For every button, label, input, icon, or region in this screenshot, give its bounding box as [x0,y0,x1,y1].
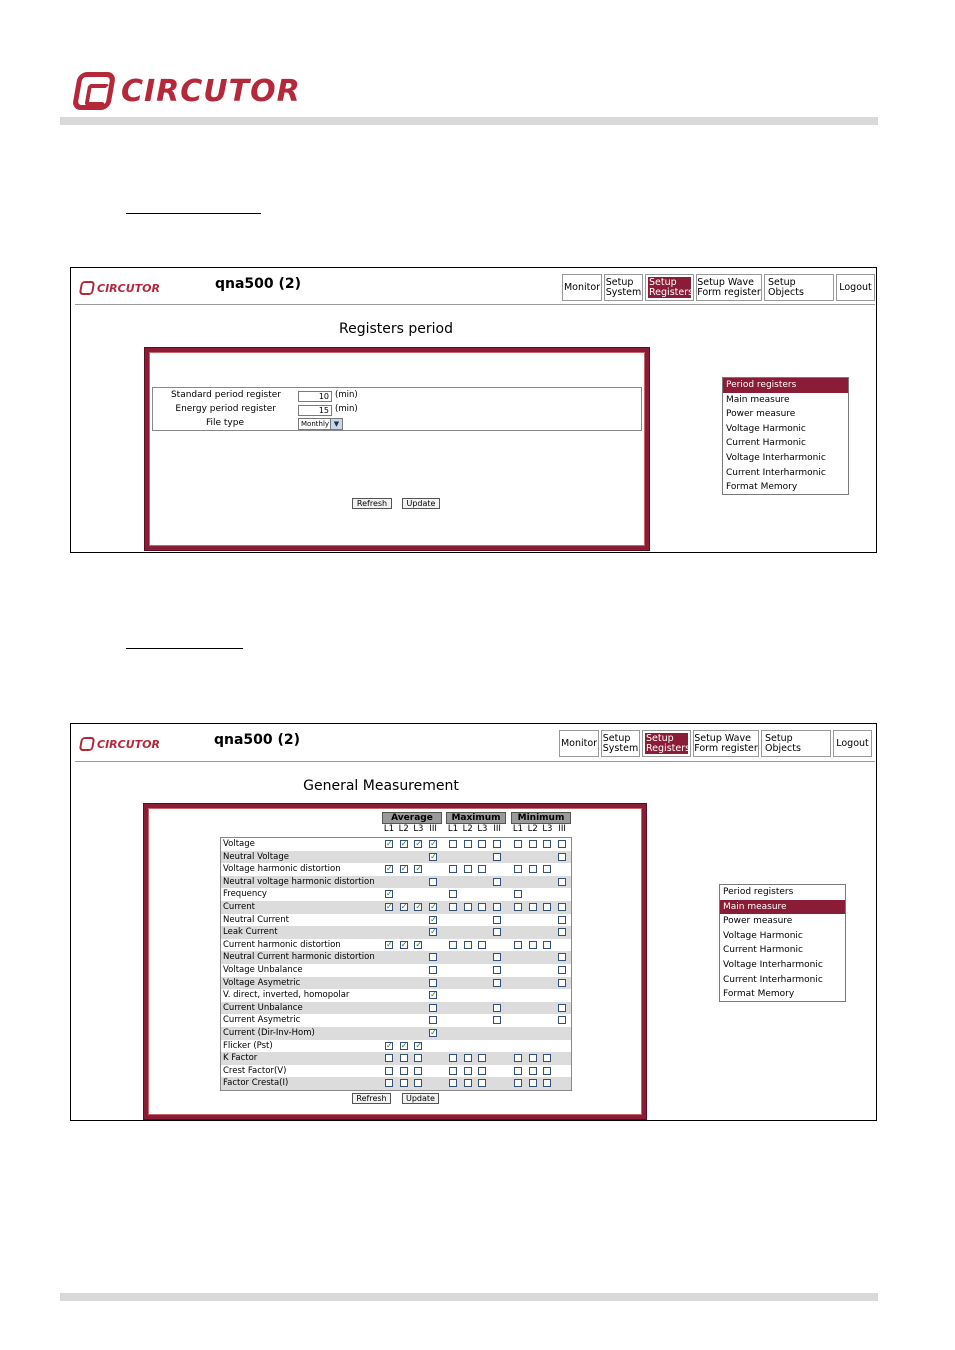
nav-setup-wave-form[interactable]: Setup Wave Form register [693,730,759,757]
refresh-button[interactable]: Refresh [352,1093,391,1104]
row-label: Neutral Current [223,914,289,925]
column-subheader: L1 [447,824,459,834]
checkbox-unchecked[interactable] [464,941,472,949]
unit-label: (min) [335,390,358,400]
checkbox-unchecked[interactable] [558,840,566,848]
menu-item-format-memory[interactable]: Format Memory [726,482,798,493]
checkbox-unchecked[interactable] [478,1067,486,1075]
group-header-maximum: Maximum [446,812,506,824]
nav-setup-registers[interactable]: Setup Registers [642,730,691,757]
checkbox-unchecked[interactable] [429,979,437,987]
menu-item-voltage-interharmonic[interactable]: Voltage Interharmonic [723,959,823,970]
nav-logout[interactable]: Logout [836,274,875,301]
checkbox-unchecked[interactable] [493,1016,501,1024]
column-subheader: L1 [512,824,524,834]
top-divider [60,117,878,125]
checkbox-unchecked[interactable] [478,840,486,848]
checkbox-unchecked[interactable] [478,1079,486,1087]
nav-setup-objects[interactable]: Setup Objects [764,274,834,301]
nav-bar [559,730,872,757]
header-divider [75,304,875,305]
checkbox-unchecked[interactable] [464,865,472,873]
checkbox-unchecked[interactable] [529,840,537,848]
menu-item-power-measure[interactable]: Power measure [723,916,793,927]
checkbox-checked[interactable]: ✓ [386,1040,393,1050]
checkbox-unchecked[interactable] [529,1067,537,1075]
checkbox-checked[interactable]: ✓ [430,851,437,861]
page-title: General Measurement [303,778,459,794]
checkbox-unchecked[interactable] [449,1054,457,1062]
checkbox-unchecked[interactable] [478,903,486,911]
table-row [221,1052,571,1065]
checkbox-checked[interactable]: ✓ [430,1028,437,1037]
section-heading-underline [126,648,243,649]
menu-item-format-memory[interactable]: Format Memory [723,989,795,1000]
measurement-table [220,837,572,1091]
checkbox-checked[interactable]: ✓ [386,889,393,899]
group-header-average: Average [382,812,442,824]
checkbox-unchecked[interactable] [449,903,457,911]
energy-period-input[interactable]: 15 [298,405,332,416]
table-row [221,1065,571,1078]
checkbox-checked[interactable]: ✓ [415,864,423,874]
column-subheader: L2 [527,824,538,834]
checkbox-checked[interactable]: ✓ [400,1040,408,1050]
checkbox-unchecked[interactable] [493,878,501,886]
checkbox-unchecked[interactable] [449,840,457,848]
standard-period-input[interactable]: 10 [298,391,332,402]
row-label: Current harmonic distortion [223,939,341,950]
checkbox-checked[interactable]: ✓ [400,939,408,949]
nav-setup-registers[interactable]: Setup Registers [645,274,694,301]
checkbox-unchecked[interactable] [400,1054,408,1062]
checkbox-unchecked[interactable] [493,966,501,974]
unit-label: (min) [335,404,358,414]
checkbox-unchecked[interactable] [449,941,457,949]
menu-item-voltage-harmonic[interactable]: Voltage Harmonic [726,423,806,434]
checkbox-unchecked[interactable] [478,865,486,873]
checkbox-checked[interactable]: ✓ [386,864,393,874]
checkbox-unchecked[interactable] [558,928,566,936]
checkbox-checked[interactable]: ✓ [386,939,393,949]
row-label: Leak Current [223,927,278,938]
checkbox-checked[interactable]: ✓ [430,902,437,911]
menu-item-current-interharmonic[interactable]: Current Interharmonic [723,974,823,985]
checkbox-checked[interactable]: ✓ [400,902,408,911]
table-row [221,1040,571,1053]
row-label: Neutral Voltage [223,851,289,862]
checkbox-checked[interactable]: ✓ [430,914,437,924]
file-type-select[interactable] [298,418,343,430]
column-subheader: III [429,824,437,834]
checkbox-checked[interactable]: ✓ [415,839,423,848]
settings-panel [145,348,649,550]
circutor-logo-icon [79,737,95,751]
checkbox-unchecked[interactable] [429,1004,437,1012]
table-row [221,939,571,952]
checkbox-unchecked[interactable] [414,1067,422,1075]
page-title: Registers period [339,321,453,337]
checkbox-unchecked[interactable] [529,865,537,873]
checkbox-unchecked[interactable] [558,903,566,911]
checkbox-unchecked[interactable] [514,903,522,911]
row-label: K Factor [223,1053,258,1064]
column-subheaders [148,824,644,836]
checkbox-checked[interactable]: ✓ [430,839,437,848]
checkbox-unchecked[interactable] [493,1004,501,1012]
checkbox-unchecked[interactable] [464,903,472,911]
checkbox-unchecked[interactable] [493,853,501,861]
table-row [221,1002,571,1015]
checkbox-unchecked[interactable] [493,928,501,936]
checkbox-unchecked[interactable] [514,865,522,873]
checkbox-checked[interactable]: ✓ [386,902,393,911]
checkbox-unchecked[interactable] [514,941,522,949]
checkbox-unchecked[interactable] [558,916,566,924]
menu-item-main-measure[interactable]: Main measure [720,900,845,915]
checkbox-checked[interactable]: ✓ [386,839,393,848]
refresh-button[interactable]: Refresh [352,498,392,509]
checkbox-unchecked[interactable] [543,840,551,848]
nav-monitor[interactable]: Monitor [562,274,602,301]
checkbox-checked[interactable]: ✓ [400,839,408,848]
checkbox-checked[interactable]: ✓ [400,864,408,874]
table-row [221,964,571,977]
column-subheader: III [558,824,566,834]
circutor-logo-icon [72,72,117,110]
checkbox-unchecked[interactable] [529,1054,537,1062]
checkbox-unchecked[interactable] [543,865,551,873]
checkbox-unchecked[interactable] [478,941,486,949]
nav-monitor[interactable]: Monitor [559,730,599,757]
checkbox-unchecked[interactable] [558,1004,566,1012]
checkbox-unchecked[interactable] [514,890,522,898]
checkbox-checked[interactable]: ✓ [415,939,423,949]
field-label: File type [205,418,244,428]
row-label: Voltage Unbalance [223,965,303,975]
checkbox-unchecked[interactable] [464,1079,472,1087]
table-row [221,876,571,889]
checkbox-unchecked[interactable] [429,1016,437,1024]
checkbox-unchecked[interactable] [543,941,551,949]
checkbox-checked[interactable]: ✓ [430,990,437,1000]
update-button[interactable]: Update [402,1093,439,1104]
table-row [221,901,571,914]
brand-logo [75,70,301,112]
menu-item-current-harmonic[interactable]: Current Harmonic [723,945,803,956]
checkbox-unchecked[interactable] [514,1079,522,1087]
checkbox-unchecked[interactable] [429,878,437,886]
checkbox-unchecked[interactable] [558,853,566,861]
row-label: Current Unbalance [223,1002,303,1013]
row-label: Factor Cresta(I) [223,1078,289,1089]
checkbox-unchecked[interactable] [414,1079,422,1087]
checkbox-unchecked[interactable] [400,1079,408,1087]
checkbox-unchecked[interactable] [514,840,522,848]
checkbox-unchecked[interactable] [558,1016,566,1024]
period-form [152,387,642,431]
menu-item-current-harmonic[interactable]: Current Harmonic [726,438,806,449]
checkbox-unchecked[interactable] [449,890,457,898]
checkbox-unchecked[interactable] [529,1079,537,1087]
screen-general-measurement [70,723,877,1121]
checkbox-unchecked[interactable] [529,941,537,949]
bottom-divider [60,1293,878,1301]
register-menu [719,884,846,1002]
checkbox-unchecked[interactable] [478,1054,486,1062]
column-subheader: III [493,824,501,834]
menu-item-main-measure[interactable]: Main measure [726,394,790,405]
column-subheader: L2 [462,824,473,834]
column-subheader: L2 [398,824,409,834]
file-type-value: Monthly [301,420,330,428]
table-row [221,863,571,876]
menu-item-voltage-interharmonic[interactable]: Voltage Interharmonic [726,452,826,463]
chevron-down-icon[interactable]: ▼ [330,419,342,429]
nav-setup-system[interactable]: Setup System [604,274,643,301]
checkbox-unchecked[interactable] [558,878,566,886]
row-label: Voltage Asymetric [223,977,301,988]
brand-name: CIRCUTOR [121,73,301,109]
checkbox-unchecked[interactable] [543,1067,551,1075]
table-row [221,914,571,927]
table-row [221,1027,571,1040]
checkbox-unchecked[interactable] [493,903,501,911]
menu-item-voltage-harmonic[interactable]: Voltage Harmonic [723,930,803,941]
table-row [221,888,571,901]
mini-logo [80,737,160,751]
update-button[interactable]: Update [402,498,440,509]
register-menu [722,377,849,495]
checkbox-unchecked[interactable] [558,953,566,961]
checkbox-unchecked[interactable] [543,903,551,911]
group-header-minimum: Minimum [511,812,571,824]
checkbox-unchecked[interactable] [385,1054,393,1062]
row-label: Voltage harmonic distortion [223,864,341,875]
checkbox-unchecked[interactable] [493,916,501,924]
checkbox-unchecked[interactable] [464,1067,472,1075]
mini-logo-text: CIRCUTOR [97,737,160,751]
row-label: Neutral voltage harmonic distortion [223,876,375,887]
checkbox-unchecked[interactable] [529,903,537,911]
row-label: Current [223,902,255,912]
checkbox-unchecked[interactable] [493,840,501,848]
checkbox-unchecked[interactable] [400,1067,408,1075]
menu-item-current-interharmonic[interactable]: Current Interharmonic [726,467,826,478]
nav-setup-system[interactable]: Setup System [601,730,640,757]
checkbox-checked[interactable]: ✓ [415,902,423,911]
menu-item-period-registers[interactable]: Period registers [723,887,794,897]
checkbox-checked[interactable]: ✓ [415,1040,423,1050]
checkbox-unchecked[interactable] [493,979,501,987]
table-row [221,851,571,864]
checkbox-unchecked[interactable] [449,1067,457,1075]
table-row [221,977,571,990]
section-heading-underline [126,213,261,214]
row-label: Flicker (Pst) [223,1040,273,1051]
checkbox-unchecked[interactable] [414,1054,422,1062]
column-subheader: L3 [542,824,553,834]
checkbox-unchecked[interactable] [514,1054,522,1062]
header-divider [75,761,875,762]
row-label: V. direct, inverted, homopolar [223,990,350,1001]
row-label: Crest Factor(V) [223,1065,287,1076]
menu-item-period-registers[interactable]: Period registers [723,378,848,393]
mini-logo-text: CIRCUTOR [97,281,160,295]
row-label: Current (Dir-Inv-Hom) [223,1028,315,1038]
field-label: Energy period register [175,404,276,414]
checkbox-unchecked[interactable] [449,1079,457,1087]
table-row [221,1077,571,1090]
column-subheader: L1 [383,824,395,834]
device-name: qna500 (2) [215,276,302,292]
row-label: Current Asymetric [223,1015,301,1026]
checkbox-unchecked[interactable] [514,1067,522,1075]
nav-bar [562,274,875,301]
column-subheader: L3 [413,824,424,834]
screen-registers-period [70,267,877,553]
checkbox-unchecked[interactable] [493,953,501,961]
row-label: Frequency [223,889,267,900]
table-row [221,989,571,1002]
checkbox-unchecked[interactable] [543,1054,551,1062]
table-row [221,926,571,939]
device-name: qna500 (2) [214,732,301,748]
field-label: Standard period register [170,390,281,400]
checkbox-unchecked[interactable] [429,953,437,961]
checkbox-unchecked[interactable] [558,966,566,974]
checkbox-unchecked[interactable] [449,865,457,873]
row-label: Voltage [223,839,255,849]
row-label: Neutral Current harmonic distortion [223,952,375,963]
column-subheader: L3 [477,824,488,834]
measurement-panel [144,804,646,1119]
circutor-logo-icon [79,281,95,295]
table-row [221,838,571,851]
table-row [221,951,571,964]
checkbox-checked[interactable]: ✓ [430,927,437,937]
checkbox-unchecked[interactable] [558,979,566,987]
checkbox-unchecked[interactable] [385,1067,393,1075]
menu-item-power-measure[interactable]: Power measure [726,409,796,420]
checkbox-unchecked[interactable] [464,840,472,848]
checkbox-unchecked[interactable] [464,1054,472,1062]
checkbox-unchecked[interactable] [385,1079,393,1087]
nav-setup-objects[interactable]: Setup Objects [761,730,831,757]
nav-setup-wave-form[interactable]: Setup Wave Form register [696,274,762,301]
checkbox-unchecked[interactable] [543,1079,551,1087]
nav-logout[interactable]: Logout [833,730,872,757]
table-row [221,1014,571,1027]
mini-logo [80,281,160,295]
checkbox-unchecked[interactable] [429,966,437,974]
